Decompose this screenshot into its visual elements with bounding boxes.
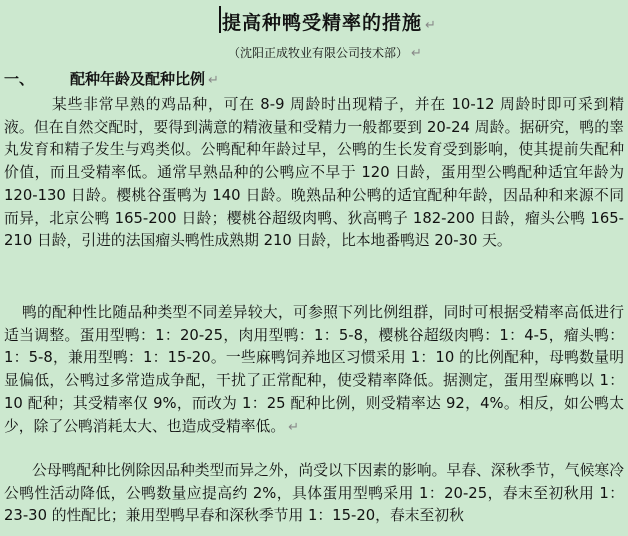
paragraph-2[interactable] [4, 302, 624, 439]
section-number: 一、 [4, 70, 35, 88]
section-heading[interactable] [4, 68, 219, 89]
paragraph-mark-icon: ↵ [411, 46, 422, 61]
document-subtitle[interactable]: （沈阳正成牧业有限公司技术部） [228, 46, 409, 60]
text-cursor [219, 6, 221, 33]
paragraph-1[interactable] [4, 94, 624, 253]
paragraph-mark-icon: ↵ [288, 419, 300, 435]
document-title-line [222, 8, 437, 35]
document-subtitle-line [228, 44, 422, 61]
section-heading-text: 配种年龄及配种比例 [70, 70, 206, 88]
paragraph-mark-icon: ↵ [208, 73, 219, 88]
paragraph-3-text: 公母鸭配种比例除因品种类型而异之外，尚受以下因素的影响。早春、深秋季节，气候寒冷公鸭性活动降低，公鸭数量应提高约 2%，具体蛋用型鸭采用 1：20-25，春末至初秋用 1：23-30 的性配比；兼用型鸭早春和深秋季节用 1：15-20，春末至初秋 [4, 462, 624, 525]
paragraph-3[interactable] [4, 460, 624, 528]
paragraph-mark-icon: ↵ [425, 18, 437, 33]
paragraph-1-text: 某些非常早熟的鸡品种，可在 8-9 周龄时出现精子，并在 10-12 周龄时即可采到精液。但在自然交配时，要得到满意的精液量和受精力一般都要到 20-24 周龄。据研究，鸭的睾丸发育和精子发生与鸡类似。公鸭配种年龄过早，公鸭的生长发育受到影响，使其提前失配种价值，而且受精率低。通常早熟品种的公鸭应不早于 120 日龄，蛋用型公鸭配种适宜年龄为 120-130 日龄。樱桃谷蛋鸭为 140 日龄。晚熟品种公鸭的适宜配种年龄，因品种和来源不同而异，北京公鸭 165-200 日龄；樱桃谷超级肉鸭、狄高鸭子 182-200 日龄，瘤头公鸭 165-210 日龄，引进的法国瘤头鸭性成熟期 210 日龄，比本地番鸭迟 20-30 天。 [4, 96, 624, 250]
document-title[interactable]: 提高种鸭受精率的措施 [222, 12, 423, 34]
paragraph-2-text: 鸭的配种性比随品种类型不同差异较大，可参照下列比例组群，同时可根据受精率高低进行适当调整。蛋用型鸭：1：20-25，肉用型鸭：1：5-8，樱桃谷超级肉鸭：1：4-5，瘤头鸭：1：5-8，兼用型鸭：1：15-20。一些麻鸭饲养地区习惯采用 1：10 的比例配种，母鸭数量明显偏低，公鸭过多常造成争配，干扰了正常配种，使受精率降低。据测定，蛋用型麻鸭以 1：10 配种；其受精率仅 9%，而改为 1：25 配种比例，则受精率达 92，4%。相反，如公鸭太少，除了公鸭消耗太大、也造成受精率低。 [4, 304, 624, 435]
